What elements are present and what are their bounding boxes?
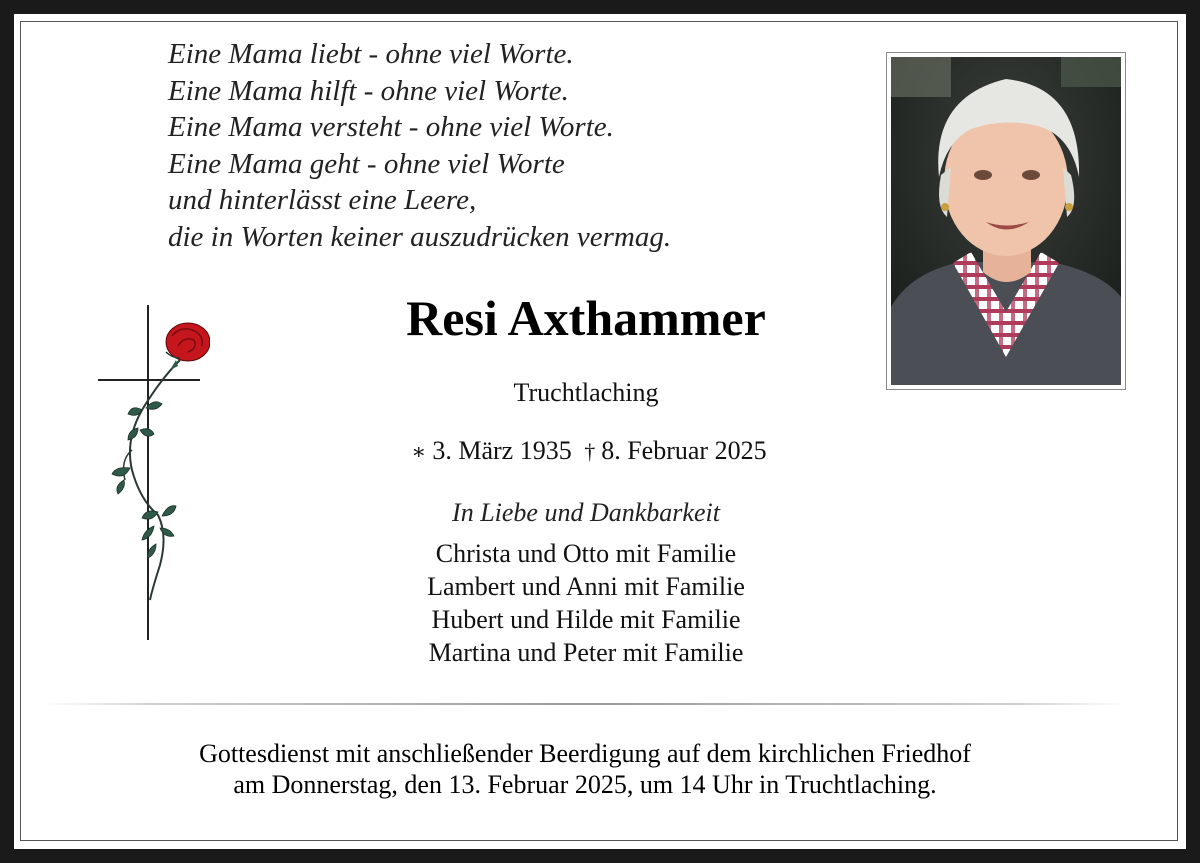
mourner-item: Martina und Peter mit Familie [428, 638, 744, 667]
poem [168, 36, 868, 256]
poem-line: Eine Mama geht - ohne viel Worte [168, 147, 565, 180]
mourner-item: Hubert und Hilde mit Familie [431, 605, 741, 634]
service-line: am Donnerstag, den 13. Februar 2025, um 14 Uhr in Truchtlaching. [233, 770, 937, 799]
death-cross-icon: † [584, 439, 596, 464]
poem-line: Eine Mama hilft - ohne viel Worte. [168, 74, 569, 107]
life-dates [336, 435, 836, 468]
mourner-item: Christa und Otto mit Familie [435, 539, 737, 568]
portrait-photo [886, 52, 1126, 390]
birth-date: 3. März 1935 [432, 436, 572, 465]
poem-line: Eine Mama liebt - ohne viel Worte. [168, 38, 574, 70]
divider-line [46, 703, 1124, 705]
mourner-item: Lambert und Anni mit Familie [427, 572, 745, 601]
birth-star-icon: ∗ [411, 439, 427, 464]
poem-line: Eine Mama versteht - ohne viel Worte. [168, 111, 614, 144]
portrait-image [891, 57, 1121, 385]
service-info [46, 738, 1124, 800]
mourner-list [336, 537, 836, 669]
dedication: In Liebe und Dankbarkeit [452, 498, 720, 527]
deceased-name: Resi Axthammer [406, 290, 766, 346]
deceased-place: Truchtlaching [513, 378, 659, 407]
poem-line: die in Worten keiner auszudrücken vermag. [168, 220, 672, 253]
poem-line: und hinterlässt eine Leere, [168, 184, 477, 217]
death-date: 8. Februar 2025 [601, 436, 767, 465]
cross-with-rose-icon [80, 290, 210, 640]
service-line: Gottesdienst mit anschließender Beerdigung auf dem kirchlichen Friedhof [199, 739, 971, 768]
